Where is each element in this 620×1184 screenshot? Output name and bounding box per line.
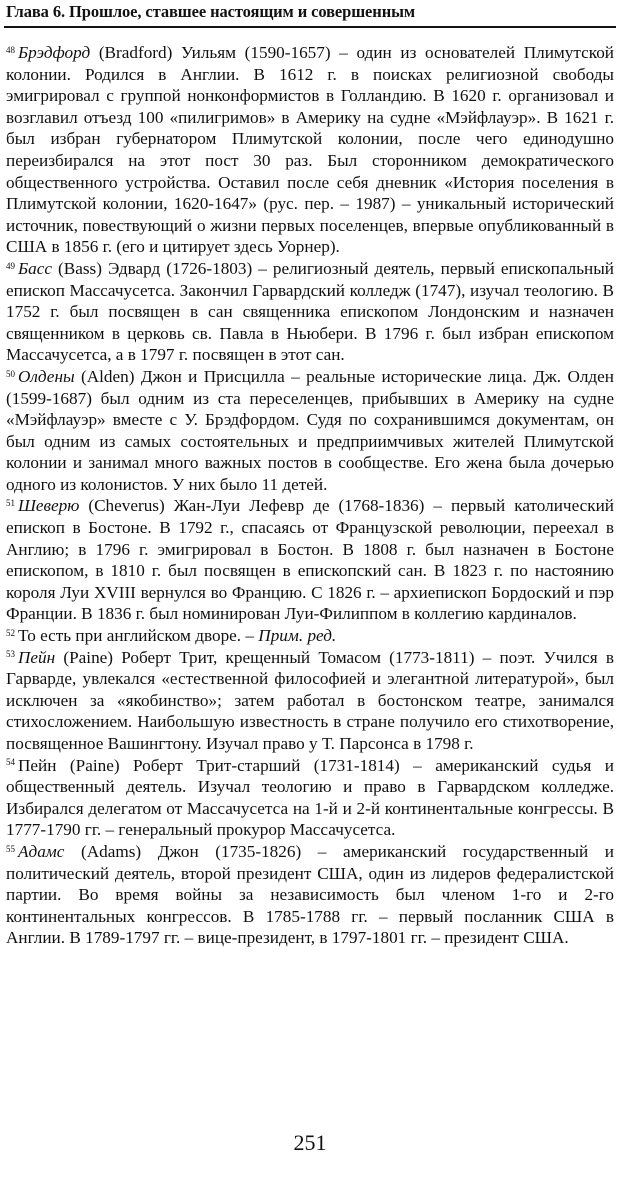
footnote-name: Шеверю bbox=[18, 496, 80, 516]
footnote bbox=[6, 42, 614, 258]
footnote-text: (Alden) Джон и Присцилла – реальные исторические лица. Дж. Олден (1599-1687) был одним из ста переселенцев, прибывших в Америку на судне «Мэйфлауэр» вместе с У. Брэдфордом. Судя по сохранившимся документам, он был одним из самых состоятельных и предприимчивых жителей Плимутской колонии и занимал много важных постов в сообществе. Его жена была дочерью одного из колонистов. У них было 11 детей. bbox=[6, 366, 614, 494]
footnote-number: 50 bbox=[6, 368, 15, 379]
footnote-number: 54 bbox=[6, 757, 15, 768]
footnote-name: Брэдфорд bbox=[18, 43, 91, 62]
footnote-name: Пейн bbox=[18, 647, 56, 667]
footnote-text: (Bradford) Уильям (1590-1657) – один из основателей Плимутской колонии. Родился в Англии. В 1612 г. в поисках религиозной свободы эмигрировал с группой нонконформистов в Голландию. В 1620 г. организовал и возглавил отъезд 100 «пилигримов» в Америку на судне «Мэйфлауэр». В 1621 г. был избран губернатором Плимутской колонии, после чего единодушно переизбирался на этот пост 30 раз. Был сторонником демократического общественного устройства. Оставил после себя дневник «История поселения в Плимутской колонии, 1620-1647» (рус. пер. – 1987) – уникальный исторический источник, повествующий о жизни первых поселенцев, впервые опубликованный в США в 1856 г. (его и цитирует здесь Уорнер). bbox=[6, 43, 614, 257]
footnote-number: 55 bbox=[6, 843, 15, 854]
footnote-name: Олдены bbox=[18, 366, 75, 386]
footnote-number: 51 bbox=[6, 498, 15, 509]
footnote bbox=[6, 755, 614, 841]
footnotes bbox=[6, 42, 614, 949]
footnote bbox=[6, 625, 614, 647]
footnote-text: (Cheverus) Жан-Луи Лефевр де (1768-1836) – первый католический епископ в Бостоне. В 1792 г., спасаясь от Французской революции, переехал в Англию; в 1796 г. эмигрировал в Бостон. В 1808 г. был назначен в Бостоне епископом, в 1810 г. был посвящен в епископский сан. В 1823 г. по настоянию короля Луи XVIII вернулся во Францию. С 1826 г. – архиепископ Бордоский и пэр Франции. В 1836 г. был номинирован Луи-Филиппом в коллегию кардиналов. bbox=[6, 496, 614, 624]
footnote-number: 53 bbox=[6, 649, 15, 660]
running-head: Глава 6. Прошлое, ставшее настоящим и совершенным bbox=[6, 2, 416, 21]
page-number: 251 bbox=[293, 1130, 327, 1155]
footnote-tail: Прим. ред. bbox=[258, 626, 337, 646]
footnote-text: (Paine) Роберт Трит, крещенный Томасом (1773-1811) – поэт. Учился в Гарварде, увлекался «естественной философией и элегантной литературой», был исключен за «якобинство»; затем работал в бостонском театре, занимался стихосложением. Наибольшую известность в стране получило его стихотворение, посвященное Вашингтону. Изучал право у Т. Парсонса в 1798 г. bbox=[6, 647, 614, 753]
footnote-text: Пейн (Paine) Роберт Трит-старший (1731-1814) – американский судья и общественный деятель. Изучал теологию и право в Гарвардском колледже. Избирался делегатом от Массачусетса на 1-й и 2-й континентальные конгрессы. В 1777-1790 гг. – генеральный прокурор Массачусетса. bbox=[6, 755, 614, 840]
footnote-number: 49 bbox=[6, 260, 15, 271]
footnote-text: То есть при английском дворе. – bbox=[18, 626, 259, 646]
footnote-number: 52 bbox=[6, 627, 15, 638]
footnote-number: 48 bbox=[6, 44, 15, 55]
footnote bbox=[6, 647, 614, 755]
footnote bbox=[6, 366, 614, 496]
footnote-name: Адамс bbox=[18, 841, 65, 861]
header-rule bbox=[4, 26, 616, 28]
footnote-text: (Bass) Эдвард (1726-1803) – религиозный деятель, первый епископальный епископ Массачусетса. Закончил Гарвардский колледж (1747), изучал теологию. В 1752 г. был посвящен в сан священника епископом Лондонским и назначен священником в церковь св. Павла в Ньюбери. В 1796 г. был избран епископом Массачусетса, а в 1797 г. посвящен в этот сан. bbox=[6, 258, 614, 365]
footnote bbox=[6, 841, 614, 949]
footnote-name: Басс bbox=[18, 258, 52, 278]
footnote-text: (Adams) Джон (1735-1826) – американский государственный и политический деятель, второй президент США, один из лидеров федералистской партии. Во время войны за независимость был членом 1-го и 2-го континентальных конгрессов. В 1785-1788 гг. – первый посланник США в Англии. В 1789-1797 гг. – вице-президент, в 1797-1801 гг. – президент США. bbox=[6, 841, 614, 948]
footnote bbox=[6, 258, 614, 366]
footnote bbox=[6, 495, 614, 625]
